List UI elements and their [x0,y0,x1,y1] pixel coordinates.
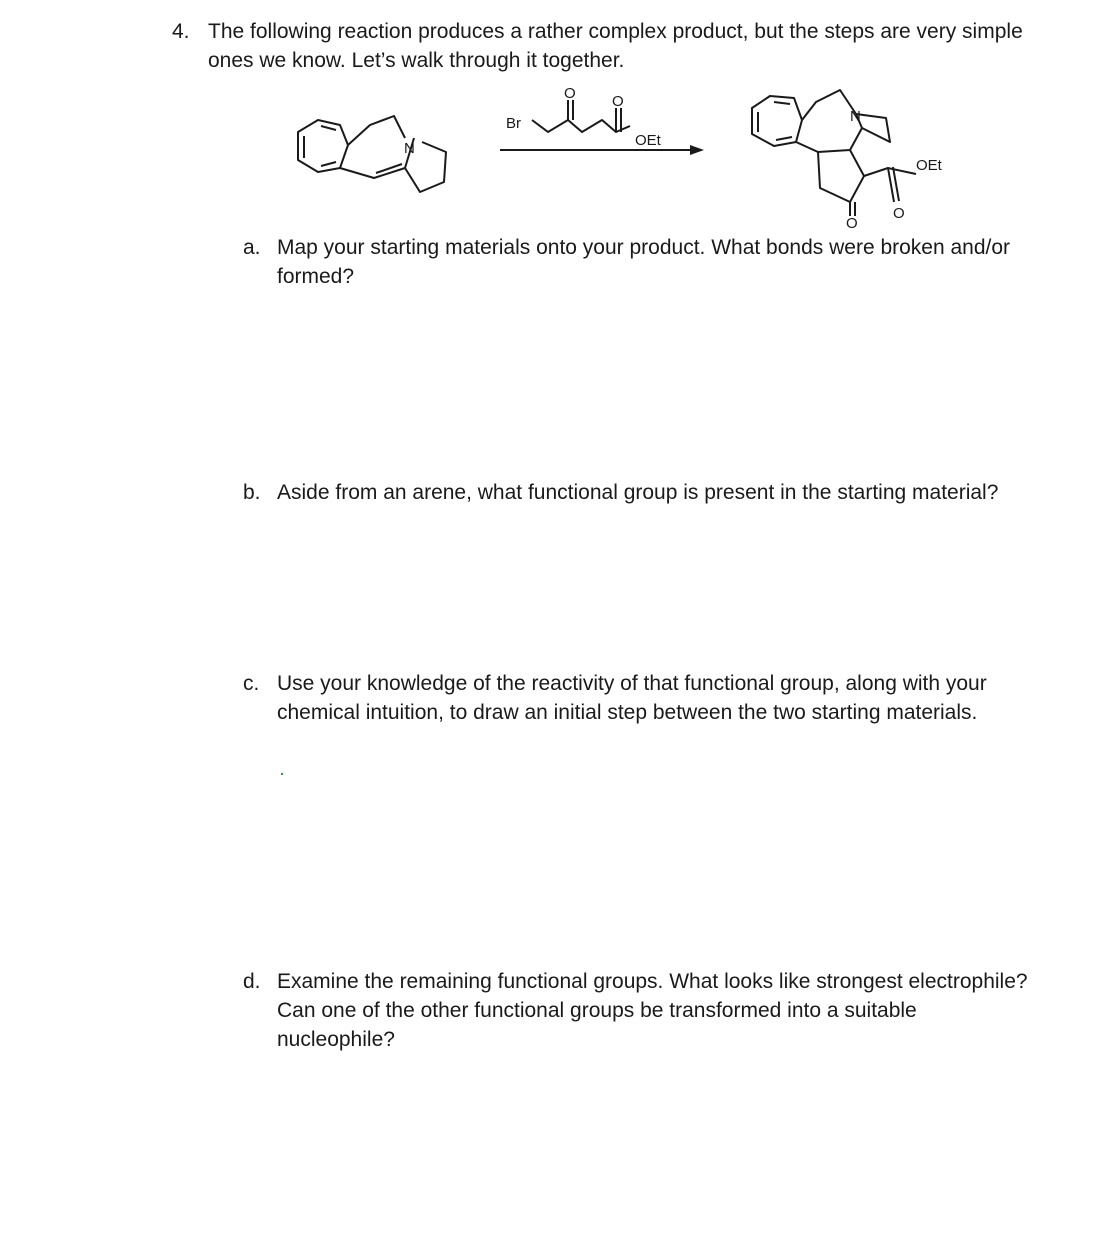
reagent-oet-label: OEt [635,132,661,149]
reagent-o2-label: O [612,93,624,110]
starting-material-structure [298,116,446,192]
part-a-label: a. [243,236,261,259]
part-b-label: b. [243,481,261,504]
product-n-label: N [850,108,861,125]
part-a-text: Map your starting materials onto your product. What bonds were broken and/or formed? [277,236,1011,288]
part-d-text: Examine the remaining functional groups. What looks like strongest electrophile? Can one of the other functional groups be transformed into a suitable nucleophile? [277,970,1028,1051]
start-n-label: N [404,140,415,157]
part-c-text: Use your knowledge of the reactivity of that functional group, along with your chemical intuition, to draw an initial step between the two starting materials. [277,672,987,724]
stray-mark [281,773,283,775]
part-b-text: Aside from an arene, what functional group is present in the starting material? [277,481,999,504]
product-o1-label: O [846,215,858,230]
question-text: The following reaction produces a rather complex product, but the steps are very simple ones we know. Let’s walk through it together. [208,20,1023,72]
product-o2-label: O [893,205,905,222]
reagent-o1-label: O [564,85,576,102]
question-number: 4. [172,20,190,43]
arrow-head [690,145,704,155]
product-oet-label: OEt [916,157,942,174]
part-c-label: c. [243,672,260,695]
reaction-scheme [290,80,970,230]
reagent-br-label: Br [506,115,521,132]
product-structure [752,90,916,216]
part-d-label: d. [243,970,261,993]
